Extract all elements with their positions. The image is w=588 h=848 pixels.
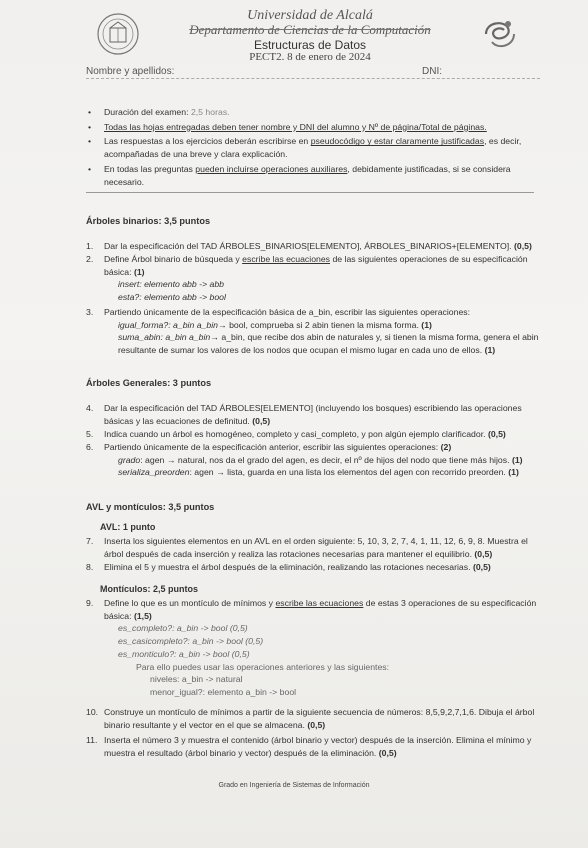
question-6: 6. Partiendo únicamente de la especificación anterior, escribir las siguientes operaciones: (2) grado: agen → natural, nos da el grado del agen, es decir, el nº de hijos del nodo que tiene más hijos. (1) serializa_preorden: agen → lista, guarda en una lista los elementos del agen con recorrido preorden. (1) — [86, 442, 523, 478]
page-footer: Grado en Ingeniería de Sistemas de Información — [218, 782, 370, 789]
student-info-row — [86, 66, 540, 80]
department-logo — [478, 12, 522, 56]
question-8: 8. Elimina el 5 y muestra el árbol después de la eliminación, realizando las rotaciones necesarias. (0,5) — [86, 562, 491, 572]
question-9: 9. Define lo que es un montículo de mínimos y escribe las ecuaciones de estas 3 operaciones de su especificación básica: (1,5) es_completo?: a_bin -> bool (0,5) es_casicompleto?: a_bin -> bool (0,5) es_monticulo?: a_bin -> bool (0,5) Para ello puedes usar las operaciones anteriores y las siguientes: niveles: a_bin -> natural menor_igual?: elemento a_bin -> bool — [86, 598, 537, 697]
section-title-avl: AVL y montículos: 3,5 puntos — [86, 502, 215, 512]
university-name: Universidad de Alcalá — [247, 8, 373, 23]
dni-label: DNI: — [422, 66, 442, 77]
instructions-list — [86, 106, 546, 190]
question-10: 10. Construye un montículo de mínimos a partir de la siguiente secuencia de números: 8,5,9,2,7,1,6. Dibuja el árbol binario resultante y el vector en el que se almacena. (0,5) — [86, 707, 535, 730]
section-title-binarios: Árboles binarios: 3,5 puntos — [86, 216, 211, 226]
instruction-duration: • Duración del examen: 2,5 horas. — [86, 106, 546, 119]
instruction-pseudocode: • Las respuestas a los ejercicios deberán escribirse en pseudocódigo y estar claramente justificadas, es decir, acompañadas de una breve y clara explicación. — [86, 135, 546, 160]
course-title: Estructuras de Datos — [253, 38, 367, 52]
subsection-title-avl: AVL: 1 punto — [100, 522, 156, 532]
question-3: 3. Partiendo únicamente de la especificación básica de a_bin, escribir las siguientes operaciones: igual_forma?: a_bin a_bin→ bool, comprueba si 2 abin tienen la misma forma. (1) suma_abin: a_bin a_bin→ a_bin, que recibe dos abin de naturales y, si tienen la misma forma, genera el abin resultante de sumar los valores de los nodos que ocupan el mismo lugar en cada uno de ellos. (1) — [86, 307, 539, 356]
instruction-auxiliary-ops: • En todas las preguntas pueden incluirse operaciones auxiliares, debidamente justificadas, si se considera necesario. — [86, 163, 546, 188]
exam-date: PECT2. 8 de enero de 2024 — [249, 51, 371, 63]
question-2: 2. Define Árbol binario de búsqueda y escribe las ecuaciones de las siguientes operaciones de su especificación básica: (1) insert: elemento abb -> abb esta?: elemento abb -> bool — [86, 254, 528, 303]
question-1: 1. Dar la especificación del TAD ÁRBOLES_BINARIOS[ELEMENTO], ÁRBOLES_BINARIOS+[ELEMENTO]. (0,5) — [86, 241, 532, 251]
question-5: 5. Indica cuando un árbol es homogéneo, completo y casi_completo, y pon algún ejemplo clarificador. (0,5) — [86, 429, 506, 439]
subsection-title-monticulos: Montículos: 2,5 puntos — [100, 584, 198, 594]
university-seal-logo — [96, 12, 140, 56]
department-name: Departamento de Ciencias de la Computación — [189, 22, 431, 37]
section-title-generales: Árboles Generales: 3 puntos — [86, 378, 212, 388]
question-11: 11. Inserta el número 3 y muestra el contenido (árbol binario y vector) después de la inserción. Elimina el mínimo y muestra el resultado (árbol binario y vector) después de la eliminación. (0,5) — [86, 735, 532, 758]
name-label: Nombre y apellidos: — [86, 66, 175, 77]
question-4: 4. Dar la especificación del TAD ÁRBOLES[ELEMENTO] (incluyendo los bosques) escribiendo las operaciones básicas y las ecuaciones de definitud. (0,5) — [86, 403, 522, 426]
fill-in-line — [86, 78, 540, 79]
instruction-pages: • Todas las hojas entregadas deben tener nombre y DNI del alumno y Nº de página/Total de páginas. — [86, 121, 546, 134]
question-7: 7. Inserta los siguientes elementos en un AVL en el orden siguiente: 5, 10, 3, 2, 7, 4, 1, 11, 12, 6, 9, 8. Muestra el árbol después de cada inserción y realiza las rotaciones necesarias para mantener el equilibrio. (0,5) — [86, 536, 528, 559]
section-divider — [86, 192, 534, 193]
